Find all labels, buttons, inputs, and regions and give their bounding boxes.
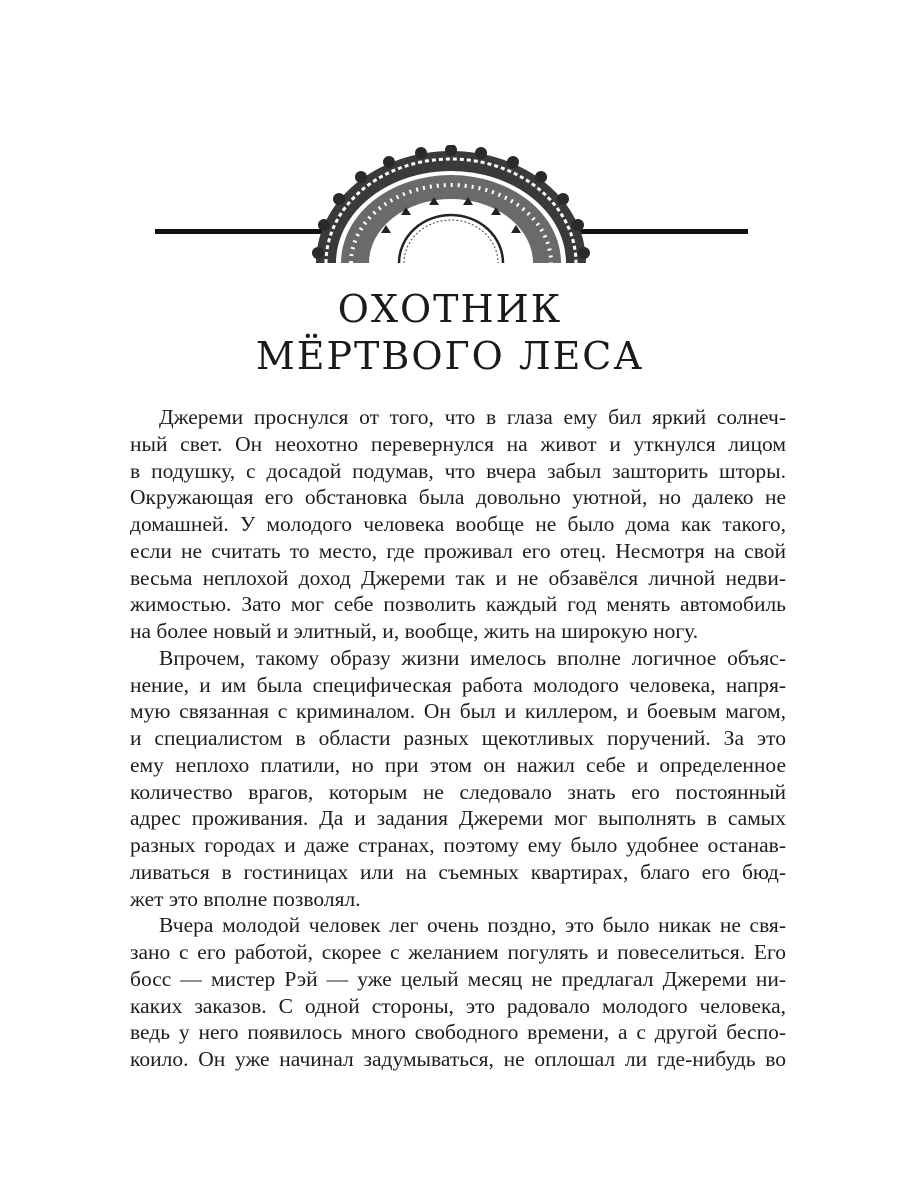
chapter-body [130, 404, 786, 1073]
paragraph [130, 404, 786, 645]
text-line: и специалистом в области разных щекотливых поручений. За это [130, 726, 786, 750]
text-line: коило. Он уже начинал задумываться, не оплошал ли где-нибудь во [130, 1047, 786, 1071]
text-line: на более новый и элитный, и, вообще, жить на широкую ногу. [130, 619, 699, 643]
text-line: ему неплохо платили, но при этом он нажил себе и определенное [130, 752, 786, 777]
chapter-title-line-1: ОХОТНИК [337, 287, 563, 331]
text-line: если не считать то место, где проживал его отец. Несмотря на свой [130, 538, 786, 563]
text-line: Джереми проснулся от того, что в глаза ему бил яркий солнеч- [159, 405, 786, 429]
text-line: разных городах и даже странах, поэтому ему было удобнее останав- [130, 833, 786, 857]
text-line: ный свет. Он неохотно перевернулся на живот и уткнулся лицом [130, 431, 786, 456]
text-line: ведь у него появилось много свободного времени, а с другой беспо- [130, 1020, 786, 1045]
text-line: Впрочем, такому образу жизни имелось вполне логичное объяс- [159, 645, 786, 670]
text-line: ливаться в гостиницах или на съемных квартирах, благо его бюд- [130, 859, 786, 884]
text-line: адрес проживания. Да и задания Джереми мог выполнять в самых [130, 806, 786, 831]
text-line: Окружающая его обстановка была довольно уютной, но далеко не [130, 485, 786, 510]
text-line: нение, и им была специфическая работа молодого человека, напря- [130, 672, 786, 697]
chapter-title-line-2: МЁРТВОГО ЛЕСА [255, 334, 645, 378]
paragraph [130, 645, 786, 913]
text-line: домашней. У молодого человека вообще не было дома как такого, [130, 512, 786, 536]
text-line: мую связанная с криминалом. Он был и киллером, и боевым магом, [130, 699, 786, 724]
text-line: весьма неплохой доход Джереми так и не обзавёлся личной недви- [130, 565, 786, 590]
text-line: зано с его работой, скорее с желанием погулять и повеселиться. Его [130, 940, 786, 964]
lace-ornament-icon [155, 145, 748, 265]
text-line: босс — мистер Рэй — уже целый месяц не предлагал Джереми ни- [130, 966, 786, 991]
text-line: жет это вполне позволял. [130, 886, 361, 911]
paragraph [130, 912, 786, 1073]
text-line: Вчера молодой человек лег очень поздно, это было никак не свя- [159, 913, 786, 938]
text-line: жимостью. Зато мог себе позволить каждый год менять автомобиль [130, 592, 786, 617]
text-line: количество врагов, которым не следовало знать его постоянный [130, 779, 786, 804]
text-line: в подушку, с досадой подумав, что вчера забыл зашторить шторы. [130, 458, 786, 483]
text-line: каких заказов. С одной стороны, это радовало молодого человека, [130, 993, 786, 1018]
